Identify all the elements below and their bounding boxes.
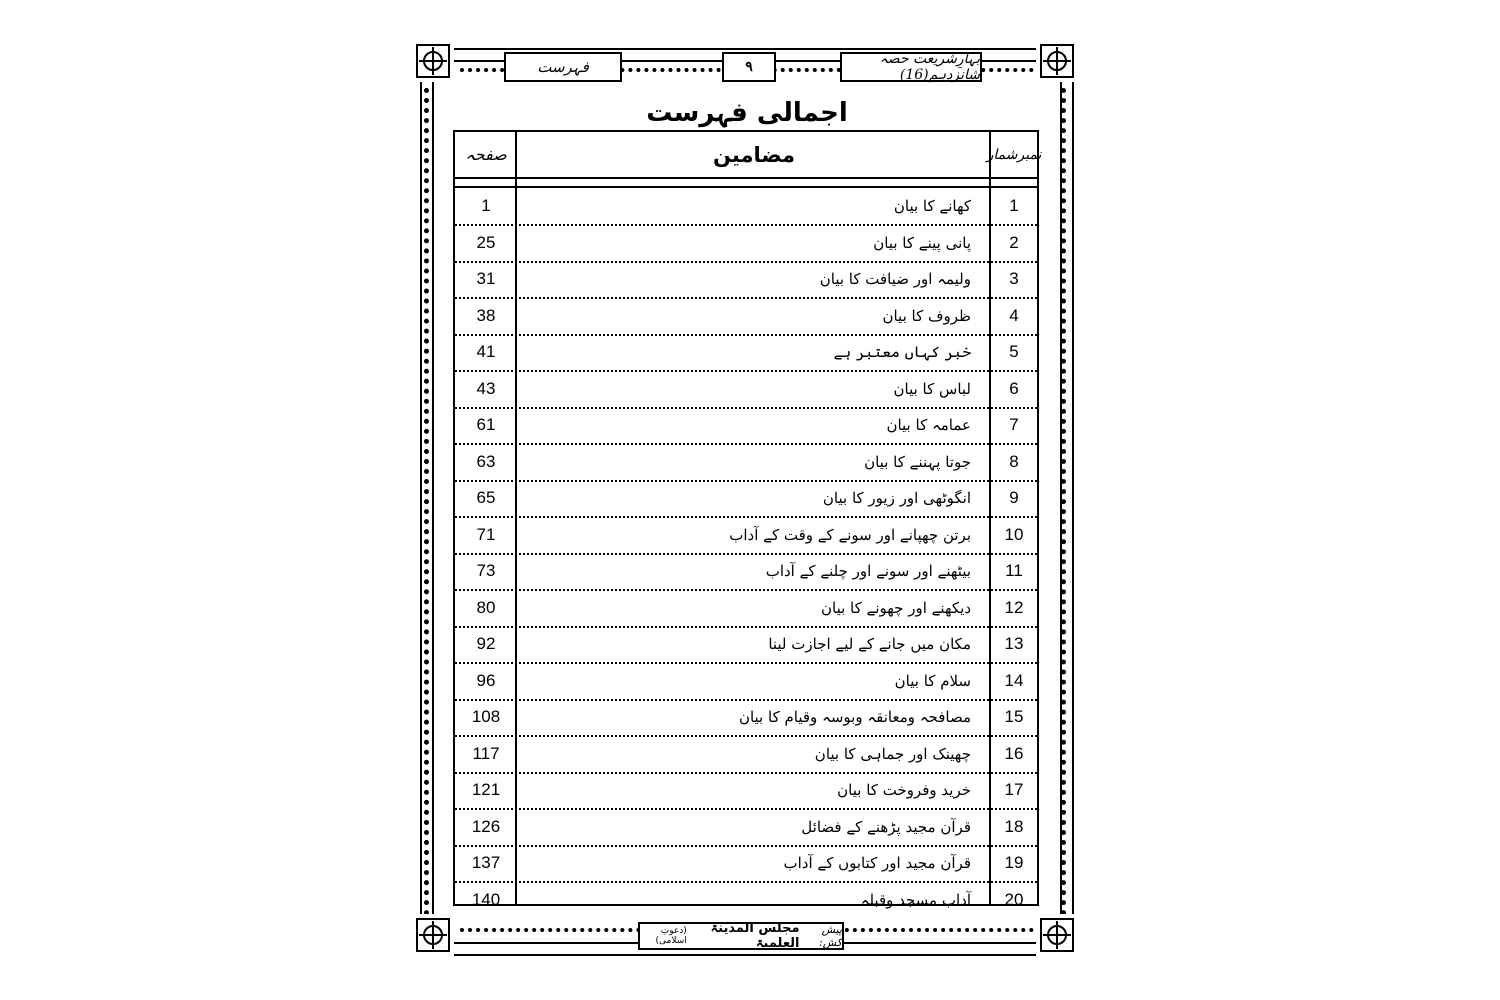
row-serial-number: 20 — [1004, 889, 1024, 909]
row-page-number: 43 — [476, 378, 496, 398]
row-page-number: 65 — [476, 488, 496, 507]
table-row — [455, 261, 1037, 299]
footer-prefix: پیش کش: — [819, 923, 842, 949]
row-serial-number: 17 — [1004, 780, 1024, 799]
contents-table — [453, 130, 1042, 909]
row-page-number: 41 — [476, 342, 496, 361]
row-topic: انگوٹھی اور زیور کا بیان — [822, 489, 971, 507]
footer-suffix: (دعوتِ اسلامی) — [655, 926, 687, 946]
row-page-number: 73 — [476, 561, 496, 580]
row-topic: چھینک اور جماہی کا بیان — [814, 744, 971, 763]
row-page-number: 63 — [476, 451, 496, 471]
table-row — [455, 590, 1037, 628]
row-serial-number: 6 — [1009, 378, 1019, 398]
row-page-number: 137 — [471, 853, 501, 872]
row-serial-number: 14 — [1004, 670, 1024, 690]
table-header-row — [455, 132, 1042, 179]
row-topic: بیٹھنے اور سونے اور چلنے کے آداب — [765, 562, 971, 580]
footer-publisher-name: مجلس المدینۃ العلمیۃ — [710, 921, 800, 951]
row-serial-number: 12 — [1004, 597, 1024, 617]
row-page-number: 96 — [476, 670, 496, 690]
row-serial-number: 1 — [1009, 196, 1019, 215]
table-row — [455, 407, 1037, 445]
table-row — [455, 334, 1037, 372]
row-serial-number: 11 — [1005, 561, 1023, 580]
table-row — [455, 882, 1037, 918]
table-row — [455, 809, 1037, 847]
row-topic: لباس کا بیان — [893, 379, 971, 398]
corner-ornament-icon — [412, 40, 454, 82]
table-row — [455, 699, 1037, 737]
header-number-column: نمبرشمار — [986, 146, 1042, 163]
table-row — [455, 553, 1037, 591]
row-serial-number: 10 — [1004, 524, 1024, 544]
row-serial-number: 4 — [1009, 305, 1019, 325]
row-topic: ظروف کا بیان — [882, 306, 971, 325]
table-row — [455, 517, 1037, 555]
table-row — [455, 444, 1037, 482]
table-row — [455, 371, 1037, 409]
row-page-number: 71 — [476, 524, 496, 544]
row-topic: دیکھنے اور چھونے کا بیان — [821, 598, 971, 617]
book-page — [420, 48, 1074, 956]
corner-ornament-icon — [1036, 40, 1078, 82]
row-topic: عمامہ کا بیان — [886, 416, 971, 434]
row-serial-number: 3 — [1009, 269, 1019, 288]
row-serial-number: 13 — [1004, 634, 1024, 653]
row-page-number: 61 — [476, 415, 496, 434]
row-topic: خبر کہاں معتبر ہے — [833, 343, 971, 361]
page-title: اجمالی فہرست — [646, 98, 848, 128]
row-topic: ولیمہ اور ضیافت کا بیان — [819, 270, 971, 288]
table-row — [455, 188, 1037, 226]
row-serial-number: 19 — [1004, 853, 1024, 872]
row-page-number: 126 — [471, 816, 501, 836]
row-page-number: 121 — [471, 780, 501, 799]
row-serial-number: 7 — [1009, 415, 1019, 434]
row-page-number: 117 — [472, 743, 500, 763]
row-topic: جوتا پہننے کا بیان — [864, 452, 971, 471]
row-page-number: 1 — [481, 196, 491, 215]
corner-ornament-icon — [1036, 914, 1078, 956]
table-row — [455, 298, 1037, 336]
row-topic: کھانے کا بیان — [893, 197, 971, 215]
row-serial-number: 5 — [1009, 342, 1019, 361]
border-ornament-left — [424, 88, 429, 916]
row-topic: برتن چھپانے اور سونے کے وقت کے آداب — [729, 525, 971, 544]
row-page-number: 108 — [471, 707, 501, 726]
row-topic: آداب مسجد وقبلہ — [860, 890, 971, 909]
row-serial-number: 15 — [1004, 707, 1024, 726]
row-topic: پانی پینے کا بیان — [873, 233, 971, 252]
row-topic: قرآن مجید پڑھنے کے فضائل — [801, 817, 971, 836]
table-row — [455, 663, 1037, 701]
row-topic: مکان میں جانے کے لیے اجازت لینا — [768, 635, 971, 653]
table-row — [455, 626, 1037, 664]
row-serial-number: 18 — [1004, 816, 1024, 836]
row-page-number: 92 — [476, 634, 496, 653]
row-serial-number: 9 — [1009, 488, 1019, 507]
row-page-number: 31 — [476, 269, 496, 288]
row-topic: سلام کا بیان — [894, 671, 971, 690]
header-section-title: فہرست — [504, 52, 622, 82]
corner-ornament-icon — [412, 914, 454, 956]
table-row — [455, 225, 1037, 263]
table-row — [455, 845, 1037, 883]
row-page-number: 25 — [476, 232, 496, 252]
row-page-number: 38 — [476, 305, 496, 325]
row-page-number: 140 — [471, 889, 501, 909]
row-topic: قرآن مجید اور کتابوں کے آداب — [783, 854, 971, 872]
row-topic: مصافحہ ومعانقہ وبوسہ وقیام کا بیان — [738, 708, 971, 726]
table-row — [455, 736, 1037, 774]
row-page-number: 80 — [476, 597, 496, 617]
header-page-number: ۹ — [722, 52, 776, 82]
header-page-column: صفحہ — [465, 145, 507, 164]
footer-publisher — [638, 922, 844, 950]
row-topic: خرید وفروخت کا بیان — [837, 781, 971, 799]
border-ornament-right — [1061, 88, 1066, 916]
row-serial-number: 8 — [1009, 451, 1019, 471]
header-book-title: بہارِشریعت حصہ شانزدہم(16) — [840, 52, 982, 82]
table-row — [455, 772, 1037, 810]
header-topic-column: مضامین — [712, 142, 796, 167]
row-serial-number: 2 — [1009, 232, 1019, 252]
row-serial-number: 16 — [1004, 743, 1024, 763]
table-row — [455, 480, 1037, 518]
